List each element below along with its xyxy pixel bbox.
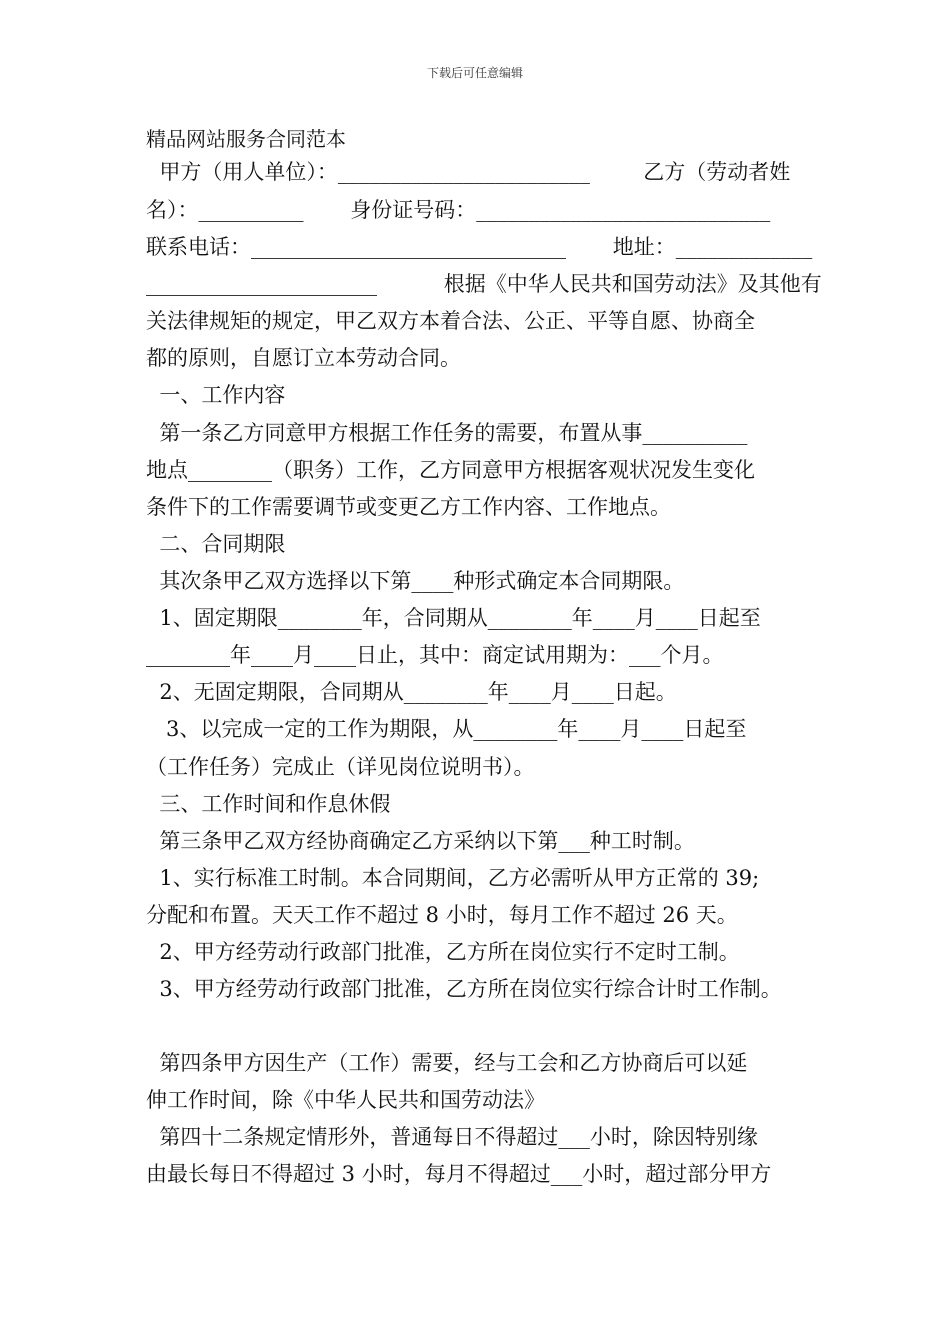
body-line: ________年____月____日止，其中：商定试用期为：___个月。 xyxy=(146,643,724,667)
body-line: 3、以完成一定的工作为期限，从________年____月____日起至 xyxy=(146,717,747,741)
section-heading: 二、合同期限 xyxy=(146,532,286,556)
body-line: （工作任务）完成止（详见岗位说明书）。 xyxy=(146,755,535,779)
body-line: 甲方（用人单位）：________________________ 乙方（劳动者姓 xyxy=(146,160,791,184)
body-line: 联系电话：______________________________ 地址：_____________ xyxy=(146,235,813,259)
body-line: 第四条甲方因生产（工作）需要，经与工会和乙方协商后可以延 xyxy=(146,1051,748,1075)
body-line: 名）：__________ 身份证号码：____________________________ xyxy=(146,198,771,222)
body-line: 其次条甲乙双方选择以下第____种形式确定本合同期限。 xyxy=(146,569,685,593)
body-line: 第一条乙方同意甲方根据工作任务的需要，布置从事__________ xyxy=(146,421,748,445)
page-header-note: 下载后可任意编辑 xyxy=(426,66,523,80)
body-line: ______________________ 根据《中华人民共和国劳动法》及其他有 xyxy=(146,272,822,296)
body-line: 1、实行标准工时制。本合同期间，乙方必需听从甲方正常的 39; xyxy=(146,866,760,890)
body-line: 1、固定期限________年，合同期从________年____月____日起至 xyxy=(146,606,761,630)
body-line: 分配和布置。天天工作不超过 8 小时，每月工作不超过 26 天。 xyxy=(146,903,738,927)
body-line: 伸工作时间，除《中华人民共和国劳动法》 xyxy=(146,1088,545,1112)
body-line: 地点________（职务）工作，乙方同意甲方根据客观状况发生变化 xyxy=(146,458,755,482)
document-title: 精品网站服务合同范本 xyxy=(146,127,346,151)
body-line: 由最长每日不得超过 3 小时，每月不得超过___小时，超过部分甲方 xyxy=(146,1162,772,1186)
body-line: 都的原则，自愿订立本劳动合同。 xyxy=(146,346,461,370)
body-line: 条件下的工作需要调节或变更乙方工作内容、工作地点。 xyxy=(146,495,671,519)
body-line: 2、无固定期限，合同期从________年____月____日起。 xyxy=(146,680,677,704)
section-heading: 一、工作内容 xyxy=(146,383,286,407)
body-line: 2、甲方经劳动行政部门批准，乙方所在岗位实行不定时工制。 xyxy=(146,940,740,964)
body-line: 关法律规矩的规定，甲乙双方本着合法、公正、平等自愿、协商全 xyxy=(146,309,755,333)
body-line: 3、甲方经劳动行政部门批准，乙方所在岗位实行综合计时工作制。 xyxy=(146,977,782,1001)
section-heading: 三、工作时间和作息休假 xyxy=(146,792,391,816)
body-line: 第四十二条规定情形外，普通每日不得超过___小时，除因特别缘 xyxy=(146,1125,758,1149)
body-line: 第三条甲乙双方经协商确定乙方采纳以下第___种工时制。 xyxy=(146,829,695,853)
